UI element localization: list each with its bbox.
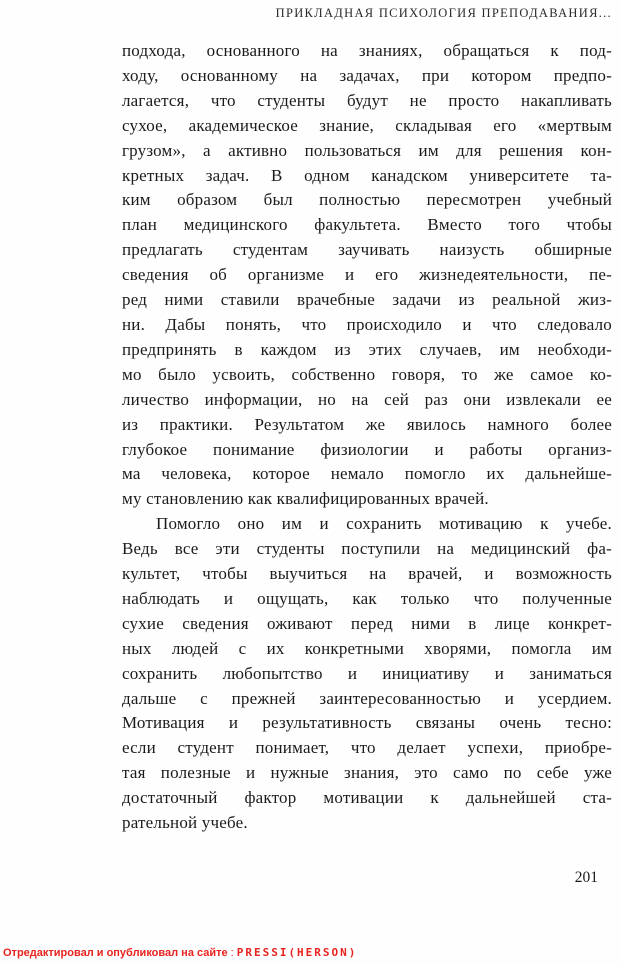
text-line: если студент понимает, что делает успехи, приобре- xyxy=(122,738,612,758)
text-line: ма человека, которое немало помогло их дальнейше- xyxy=(122,464,612,484)
text-line: достаточный фактор мотивации к дальнейшей ста- xyxy=(122,788,612,808)
text-line: сведения об организме и его жизнедеятельности, пе- xyxy=(122,265,612,285)
text-line: план медицинского факультета. Вместо того чтобы xyxy=(122,215,612,235)
page-number: 201 xyxy=(574,869,598,886)
text-line: сохранить любопытство и инициативу и заниматься xyxy=(122,663,612,683)
text-line: рательной учебе. xyxy=(122,813,248,833)
text-line: глубокое понимание физиологии и работы организ- xyxy=(122,439,612,459)
text-line: предлагать студентам заучивать наизусть обширные xyxy=(122,240,612,260)
paragraph xyxy=(122,39,612,512)
watermark-prefix: Отредактировал и опубликовал на сайте xyxy=(3,947,228,959)
text-line: Ведь все эти студенты поступили на медицинский фа- xyxy=(122,539,612,559)
text-line: Помогло оно им и сохранить мотивацию к учебе. xyxy=(156,514,612,534)
text-line: из практики. Результатом же явилось намного более xyxy=(122,414,612,434)
text-line: мо было усвоить, собственно говоря, то же самое ко- xyxy=(122,364,612,384)
text-line: ных людей с их конкретными хворями, помогла им xyxy=(122,638,612,658)
text-line: наблюдать и ощущать, как только что полученные xyxy=(122,588,612,608)
paragraph xyxy=(122,512,612,836)
text-line: подхода, основанного на знаниях, обращаться к под- xyxy=(122,41,612,60)
text-line: ким образом был полностью пересмотрен учебный xyxy=(122,190,612,210)
text-line: кретных задач. В одном канадском университете та- xyxy=(122,165,612,185)
text-line: ни. Дабы понять, что происходило и что следовало xyxy=(122,314,612,334)
text-line: личество информации, но на сей раз они извлекали ее xyxy=(122,389,612,409)
watermark-site: PRESSI(HERSON) xyxy=(236,946,358,959)
text-line: тая полезные и нужные знания, это само по себе уже xyxy=(122,763,612,783)
text-line: дальше с прежней заинтересованностью и усердием. xyxy=(122,688,612,708)
text-line: сухие сведения оживают перед ними в лице конкрет- xyxy=(122,613,612,633)
text-line: Мотивация и результативность связаны очень тесно: xyxy=(122,713,612,733)
text-line: культет, чтобы выучиться на врачей, и возможность xyxy=(122,564,612,584)
watermark xyxy=(3,946,357,959)
running-header: ПРИКЛАДНАЯ ПСИХОЛОГИЯ ПРЕПОДАВАНИЯ... xyxy=(275,6,612,20)
text-line: му становлению как квалифицированных врачей. xyxy=(122,489,489,509)
watermark-separator: : xyxy=(230,947,234,959)
text-line: лагается, что студенты будут не просто накапливать xyxy=(122,90,612,110)
text-line: сухое, академическое знание, складывая его «мертвым xyxy=(122,115,612,135)
body-text xyxy=(122,39,612,836)
text-line: предпринять в каждом из этих случаев, им необходи- xyxy=(122,339,612,359)
text-line: ред ними ставили врачебные задачи из реальной жиз- xyxy=(122,290,612,310)
text-line: ходу, основанному на задачах, при котором предпо- xyxy=(122,65,612,85)
text-line: грузом», а активно пользоваться им для решения кон- xyxy=(122,140,612,160)
